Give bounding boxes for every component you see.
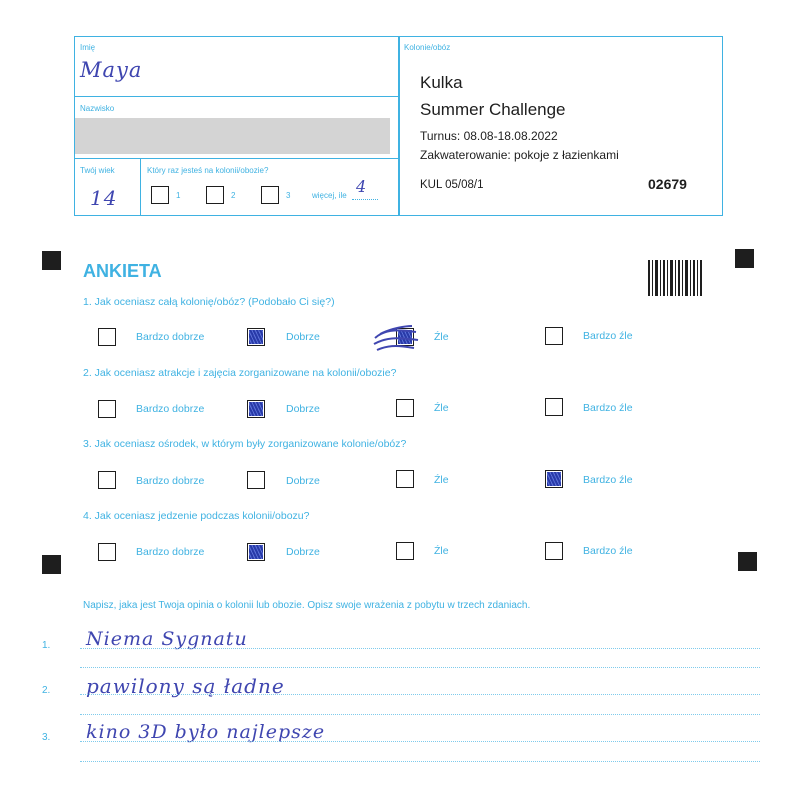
scribble-mark [372, 322, 420, 354]
q4-option-label: Bardzo dobrze [136, 546, 205, 558]
times-option-2: 2 [231, 191, 236, 200]
age-value[interactable]: 14 [90, 186, 118, 210]
q3-option-zle-checkbox[interactable] [396, 470, 414, 488]
times-option-3: 3 [286, 191, 291, 200]
surname-label: Nazwisko [80, 104, 115, 113]
camp-code: KUL 05/08/1 [420, 179, 484, 191]
q4-option-bardzo-zle-checkbox[interactable] [545, 542, 563, 560]
opinion-dotted-line [80, 694, 760, 695]
q3-option-label: Dobrze [286, 475, 320, 487]
barcode [648, 260, 702, 296]
accommodation-text: Zakwaterowanie: pokoje z łazienkami [420, 148, 619, 162]
registration-marker [738, 552, 757, 571]
question-2: 2. Jak oceniasz atrakcje i zajęcia zorganizowane na kolonii/obozie? [83, 367, 397, 379]
name-label: Imię [80, 43, 96, 52]
opinion-dotted-line [80, 648, 760, 649]
q1-option-label: Bardzo źle [583, 330, 633, 342]
q4-option-label: Źle [434, 545, 449, 557]
q2-option-label: Bardzo źle [583, 402, 633, 414]
registration-marker [42, 251, 61, 270]
q4-option-dobrze-checkbox[interactable] [247, 543, 265, 561]
age-label: Twój wiek [80, 166, 115, 175]
question-3: 3. Jak oceniasz ośrodek, w którym były zorganizowane kolonie/obóz? [83, 438, 407, 450]
q1-option-label: Dobrze [286, 331, 320, 343]
q3-option-label: Bardzo dobrze [136, 475, 205, 487]
q1-option-bardzo-zle-checkbox[interactable] [545, 327, 563, 345]
camp-label: Kolonie/obóz [404, 43, 451, 52]
q3-option-label: Źle [434, 474, 449, 486]
q1-option-dobrze-checkbox[interactable] [247, 328, 265, 346]
more-label: więcej, ile [312, 191, 347, 200]
times-checkbox-2[interactable] [206, 186, 224, 204]
times-checkbox-1[interactable] [151, 186, 169, 204]
times-checkbox-3[interactable] [261, 186, 279, 204]
camp-name-line1: Kulka [420, 73, 463, 92]
opinion-line-3-text[interactable]: kino 3D było najlepsze [86, 721, 326, 743]
divider [74, 158, 399, 159]
opinion-line-number: 2. [42, 685, 51, 696]
q2-option-zle-checkbox[interactable] [396, 399, 414, 417]
registration-marker [735, 249, 754, 268]
q4-option-label: Dobrze [286, 546, 320, 558]
q2-option-label: Bardzo dobrze [136, 403, 205, 415]
opinion-line-1-text[interactable]: Niema Sygnatu [86, 628, 248, 650]
q4-option-bardzo-dobrze-checkbox[interactable] [98, 543, 116, 561]
registration-marker [42, 555, 61, 574]
opinion-prompt: Napisz, jaka jest Twoja opinia o kolonii lub obozie. Opisz swoje wrażenia z pobytu w trzech zdaniach. [83, 600, 531, 611]
q2-option-label: Źle [434, 402, 449, 414]
form-number: 02679 [648, 176, 687, 192]
q4-option-zle-checkbox[interactable] [396, 542, 414, 560]
surname-redaction [75, 118, 390, 154]
q3-option-bardzo-zle-checkbox[interactable] [545, 470, 563, 488]
q1-option-bardzo-dobrze-checkbox[interactable] [98, 328, 116, 346]
more-line [352, 199, 378, 200]
divider [140, 158, 141, 216]
q2-option-bardzo-zle-checkbox[interactable] [545, 398, 563, 416]
more-value[interactable]: 4 [356, 177, 368, 196]
opinion-dotted-line [80, 741, 760, 742]
q3-option-label: Bardzo źle [583, 474, 633, 486]
camp-name-line2: Summer Challenge [420, 100, 566, 119]
q2-option-dobrze-checkbox[interactable] [247, 400, 265, 418]
opinion-line-2-text[interactable]: pawilony są ładne [86, 674, 285, 698]
q3-option-dobrze-checkbox[interactable] [247, 471, 265, 489]
divider [74, 96, 399, 97]
opinion-line-number: 1. [42, 640, 51, 651]
opinion-line-number: 3. [42, 732, 51, 743]
opinion-dotted-line [80, 761, 760, 762]
opinion-dotted-line [80, 714, 760, 715]
q1-option-label: Źle [434, 331, 449, 343]
times-label: Który raz jesteś na kolonii/obozie? [147, 166, 269, 175]
q3-option-bardzo-dobrze-checkbox[interactable] [98, 471, 116, 489]
question-1: 1. Jak oceniasz całą kolonię/obóz? (Podobało Ci się?) [83, 296, 335, 308]
q1-option-label: Bardzo dobrze [136, 331, 205, 343]
opinion-dotted-line [80, 667, 760, 668]
q4-option-label: Bardzo źle [583, 545, 633, 557]
q2-option-bardzo-dobrze-checkbox[interactable] [98, 400, 116, 418]
name-value[interactable]: Maya [80, 58, 143, 82]
survey-title: ANKIETA [83, 261, 162, 281]
q2-option-label: Dobrze [286, 403, 320, 415]
turnus-text: Turnus: 08.08-18.08.2022 [420, 129, 558, 143]
question-4: 4. Jak oceniasz jedzenie podczas kolonii/obozu? [83, 510, 310, 522]
times-option-1: 1 [176, 191, 181, 200]
